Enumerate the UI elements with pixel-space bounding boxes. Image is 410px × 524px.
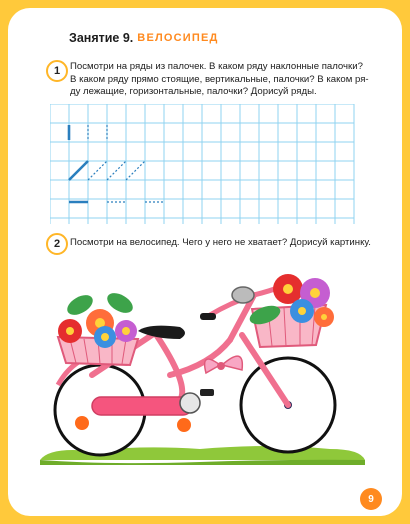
chainring: [180, 393, 200, 413]
bicycle-illustration[interactable]: [30, 265, 370, 470]
handlebar-grip: [200, 313, 216, 320]
pedal-back: [200, 389, 214, 396]
page-number-badge: 9: [360, 488, 382, 510]
bell: [232, 287, 254, 303]
task-2-text: [70, 237, 371, 250]
rear-flowers: [58, 289, 137, 348]
chain-guard: [92, 397, 192, 415]
lesson-label: Занятие 9.: [69, 31, 134, 45]
task-2-line: Посмотри на велосипед. Чего у него не хватает? Дорисуй картинку.: [70, 237, 371, 248]
grid-lines: [50, 104, 354, 224]
task-1-line: Посмотри на ряды из палочек. В каком ряду наклонные палочки?: [70, 61, 363, 72]
task-1-line: ду лежащие, горизонтальные, палочки? Дорисуй ряды.: [70, 86, 317, 98]
task-1-text: [70, 61, 369, 99]
grass-shadow: [40, 460, 365, 465]
rear-reflector: [75, 416, 89, 430]
lesson-title: [69, 31, 219, 45]
task-1-line: В каком ряду прямо стоящие, вертикальные, палочки? В каком ря-: [70, 73, 369, 85]
task-2-number: 2: [46, 233, 68, 255]
pedal-front: [177, 418, 191, 432]
lesson-topic: ВЕЛОСИПЕД: [137, 32, 219, 44]
stick-rows-grid[interactable]: [50, 104, 358, 224]
task-1-number: 1: [46, 60, 68, 82]
